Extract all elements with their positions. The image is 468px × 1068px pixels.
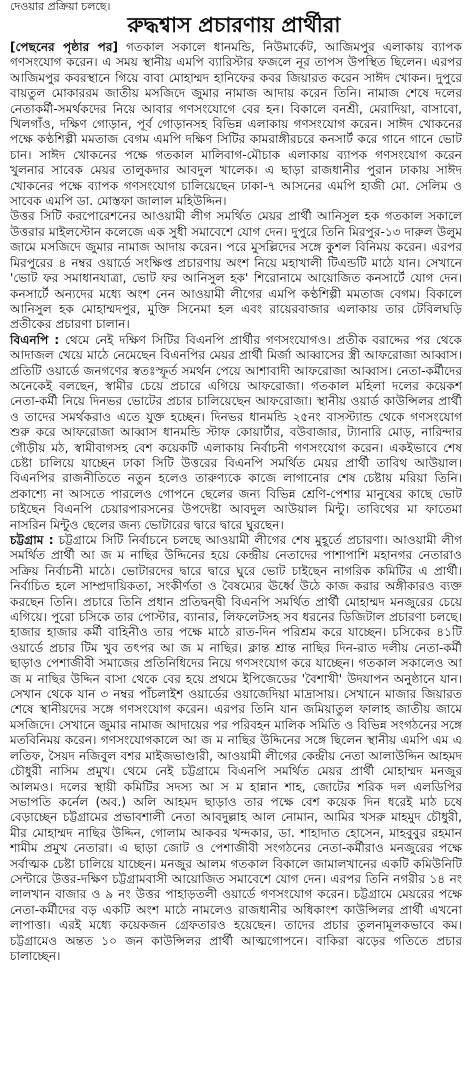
chittagong-text: চট্টগ্রামে সিটি নির্বাচনে চলছে আওয়ামী লীগের শেষ মুহূর্তে প্রচারণা। আওয়ামী লীগ সমর্থিত প্রার্থী আ জ ম নাছির উদ্দিনের হয়ে কেন্দ্রীয় নেতাদের পাশাপাশি মহানগর নেতারাও সক্রিয় নির্বাচনী মাঠে। ভোটারদের দ্বারে দ্বারে ঘুরে ভোট চাইছেন নাগরিক কমিটির এ প্রার্থী। নির্বাচিত হলে সাম্প্রদায়িকতা, সংকীর্ণতা ও বৈষম্যের ঊর্ধ্বে উঠে কাজ করার অঙ্গীকারও ব্যক্ত করছেন তিনি। প্রচারে তিনি প্রধান প্রতিদ্বন্দ্বী বিএনপি সমর্থিত প্রার্থী মোহাম্মদ মনজুরের চেয়ে এগিয়ে। পুরো চসিকে তার পোস্টার, ব্যানার, লিফলেটসহ সব ধরনের ডিজিটাল প্রচারণা চলছে। হাজার হাজার কর্মী বাহিনীও তার পক্ষে মাঠে রাত-দিন পরিশ্রম করে যাচ্ছেন। চসিকের ৪১টি ওয়ার্ডে প্রচার টিম খুব তৎপর আ জ ম নাছির। ক্লান্ত শ্রান্ত নাছির দিন-রাত দলীয় নেতা-কর্মী ছাড়াও পেশাজীবী সমাজের প্রতিনিধিদের নিয়ে গণসংযোগ করে যাচ্ছেন। গতকাল সকালেও আ জ ম নাছির উদ্দিন বাসা থেকে বের হয়ে প্রথমে ইপিজেডের 'বৈশাখী' উদযাপন অনুষ্ঠানে যান। সেখান থেকে যান ৩ নম্বর পাঁচলাইশ ওয়ার্ডের ওয়াজেদিয়া মাদ্রাসায়। সেখানে মাজার জিয়ারত শেষে স্থানীয়দের সঙ্গে গণসংযোগ করেন। এরপর তিনি যান জমিয়াতুল ফালাহ জাতীয় জামে মসজিদে। সেখানে জুমার নামাজ আদায়ের পর পরিবহন মালিক সমিতি ও বিভিন্ন সংগঠনের সঙ্গে মতবিনিময় করেন। গণসংযোগকালে আ জ ম নাছির উদ্দিনের সঙ্গে ছিলেন স্থানীয় এমপি এম এ লতিফ, সৈয়দ নজিবুল বশর মাইজভাণ্ডারী, আওয়ামী লীগের কেন্দ্রীয় নেতা আলাউদ্দিন আহমদ চৌধুরী নাসিম প্রমুখ। থেমে নেই চট্টগ্রামে বিএনপি সমর্থিত মেয়র প্রার্থী মোহাম্মদ মনজুর আলমও। দলের স্থায়ী কমিটির সদস্য আ স ম হান্নান শাহ, জোটের শরিক দল এলডিপির সভাপতি কর্নেল (অব.) অলি আহমদ ছাড়াও তার পক্ষে বেশ কয়েক দিন ধরেই মাঠ চষে বেড়াচ্ছেন চট্টগ্রামের প্রভাবশালী নেতা আবদুল্লাহ আল নোমান, আমির খসরু মাহমুদ চৌধুরী, মীর মোহাম্মদ নাছির উদ্দিন, গোলাম আকবর খন্দকার, ডা. শাহাদাত হোসেন, মাহবুবুর রহমান শামীম প্রমুখ নেতারা। এ ছাড়া জোট ও পেশাজীবী সংগঠনের নেতা-কর্মীরাও মনজুরের পক্ষে সর্বাত্মক চেষ্টা চালিয়ে যাচ্ছেন। মনজুর আলম গতকাল বিকালে জামালখানের একটি কমিউনিটি সেন্টারে উত্তর-দক্ষিণ চট্টগ্রামবাসী আয়োজিত সমাবেশে যোগ দেন। এরপর তিনি নগরীর ১৪ নং লালখান বাজার ও ৯ নং উত্তর পাহাড়তলী ওয়ার্ডে গণসংযোগ করেন। চট্টগ্রামে মেয়রের পক্ষে নেতা-কর্মীদের বড় একটি অংশ মাঠে নামলেও রাজধানীর অধিকাংশ কাউন্সিলর প্রার্থী এখনো লাপাত্তা। এরই মধ্যে কয়েকজন গ্রেফতারও হয়েছেন। তাদের প্রচার তুলনামূলকভাবে কম। চট্টগ্রামেও অন্তত ১০ জন কাউন্সিলর প্রার্থী আত্মগোপনে। বাকিরা ঝড়ের গতিতে প্রচার চালাচ্ছেন। <box>10 533 462 963</box>
chittagong-paragraph <box>10 533 462 964</box>
continued-from-label: [পেছনের পৃষ্ঠার পর] <box>10 40 118 54</box>
bnp-label: বিএনপি : <box>10 332 60 347</box>
article-body <box>10 40 462 964</box>
north-city-paragraph: উত্তর সিটি করপোরেশনের আওয়ামী লীগ সমর্থিত মেয়র প্রার্থী আনিসুল হক গতকাল সকালে উত্তরার মাইলস্টোন কলেজে এক সুধী সমাবেশে যোগ দেন। দুপুরে তিনি মিরপুর-১৩ দারুল উলুম জামে মসজিদে জুমার নামাজ আদায় করেন। পরে মুসল্লিদের সঙ্গে কুশল বিনিময় করেন। এরপর মিরপুরের ৪ নম্বর ওয়ার্ডে সংক্ষিপ্ত প্রচারণায় অংশ নিয়ে মহাখালী টিএন্ডটি মাঠে যান। সেখানে 'ভোট ফর সমাধানযাত্রা, ভোট ফর আনিসুল হক' শিরোনামে আয়োজিত কনসার্টে যোগ দেন। কনসার্টে অন্যদের মধ্যে অংশ নেন আওয়ামী লীগের এমপি কণ্ঠশিল্পী মমতাজ বেগম। বিকালে আনিসুল হক মোহাম্মদপুর, মুক্তি সিনেমা হল এবং রায়েরবাজার এলাকায় তার টেবিলঘড়ি প্রতীকের প্রচারণা চালান। <box>10 209 462 332</box>
intro-text: গতকাল সকালে ধানমন্ডি, নিউমার্কেট, আজিমপুর এলাকায় ব্যাপক গণসংযোগ করেন। এ সময় স্থানীয় এমপি ব্যারিস্টার ফজলে নূর তাপস উপস্থিত ছিলেন। এরপর আজিমপুর কবরস্থানে গিয়ে বাবা মোহাম্মদ হানিফের কবর জিয়ারত করেন সাঈদ খোকন। দুপুরে বায়তুল মোকাররম জাতীয় মসজিদে জুমার নামাজ আদায় করেন তিনি। নামাজ শেষে দলের নেতাকর্মী-সমর্থকদের নিয়ে আবার গণসংযোগে বের হন। বিকালে বনশ্রী, মেরাদিয়া, বাসাবো, খিলগাঁও, দক্ষিণ গোড়ান, পূর্ব গোড়ানসহ বিভিন্ন এলাকায় গণসংযোগ করেন। সাঈদ খোকনের পক্ষে কণ্ঠশিল্পী মমতাজ বেগম এমপি দক্ষিণ সিটির কামরাঙ্গীরচরে কনসার্ট করে গানে গানে ভোট চান। সাঈদ খোকনের পক্ষে গতকাল মালিবাগ-মৌচাক এলাকায় ব্যাপক গণসংযোগ করেন খুলনার সাবেক মেয়র তালুকদার আবদুল খালেক। এ ছাড়া রাজধানীর পুরান ঢাকায় সাঈদ খোকনের পক্ষে ব্যাপক গণসংযোগ চালিয়েছেন ঢাকা-৭ আসনের এমপি হাজী মো. সেলিম ও সাবেক এমপি ডা. মোস্তফা জালাল মহিউদ্দিন। <box>10 40 462 209</box>
continued-line: দেওয়ার প্রক্রিয়া চলছে। <box>10 0 111 13</box>
bnp-text: থেমে নেই দক্ষিণ সিটির বিএনপি প্রার্থীর গণসংযোগও। প্রতীক বরাদ্দের পর থেকে আদাজল খেয়ে মাঠে নেমেছেন বিএনপির মেয়র প্রার্থী মির্জা আব্বাসের স্ত্রী আফরোজা আব্বাস। প্রতিটি ওয়ার্ডে জনগণের স্বতঃস্ফূর্ত সমর্থন পেয়ে আশাবাদী আফরোজা আব্বাস। নেতা-কর্মীদের অনেকেই বলছেন, স্বামীর চেয়ে প্রচারে এগিয়ে আফরোজা। গতকাল মহিলা দলের কয়েকশ নেতা-কর্মী নিয়ে দিনভর ভোটের প্রচার চালিয়েছেন আফরোজা। স্থানীয় ওয়ার্ড কাউন্সিলর প্রার্থী ও তাদের সমর্থকরাও এতে যুক্ত হচ্ছেন। দিনভর ধানমন্ডি ২৫নং বাসস্ট্যান্ড থেকে গণসংযোগ শুরু করে আফরোজা আব্বাস ধানমন্ডি স্টাফ কোয়ার্টার, বউবাজার, ট্যানারি মোড়, নারিন্দার গৌড়ীয় মঠ, স্বামীবাগসহ বেশ কয়েকটি এলাকায় নির্বাচনী গণসংযোগ করেন। একইভাবে শেষ চেষ্টা চালিয়ে যাচ্ছেন ঢাকা সিটি উত্তরের বিএনপি সমর্থিত মেয়র প্রার্থী তাবিথ আউয়াল। বিএনপির রাজনীতিতে নতুন হলেও তারুণ্যকে কাজে লাগানোর শেষ চেষ্টায় মরিয়া তিনি। প্রকাশ্যে না আসতে পারলেও গোপনে ছেলের জন্য বিভিন্ন শ্রেণি-পেশার মানুষের কাছে ভোট চাইছেন বিএনপি চেয়ারপারসনের উপদেষ্টা আবদুল আউয়াল মিন্টু। তাবিথের মা ফাতেমা নাসরিন মিন্টুও ছেলের জন্য ভোটারের দ্বারে দ্বারে ঘুরছেন। <box>10 332 463 532</box>
intro-paragraph <box>10 40 462 209</box>
headline: রুদ্ধশ্বাস প্রচারণায় প্রার্থীরা <box>127 12 341 37</box>
chittagong-label: চট্টগ্রাম : <box>10 533 54 547</box>
bnp-paragraph <box>10 333 462 533</box>
